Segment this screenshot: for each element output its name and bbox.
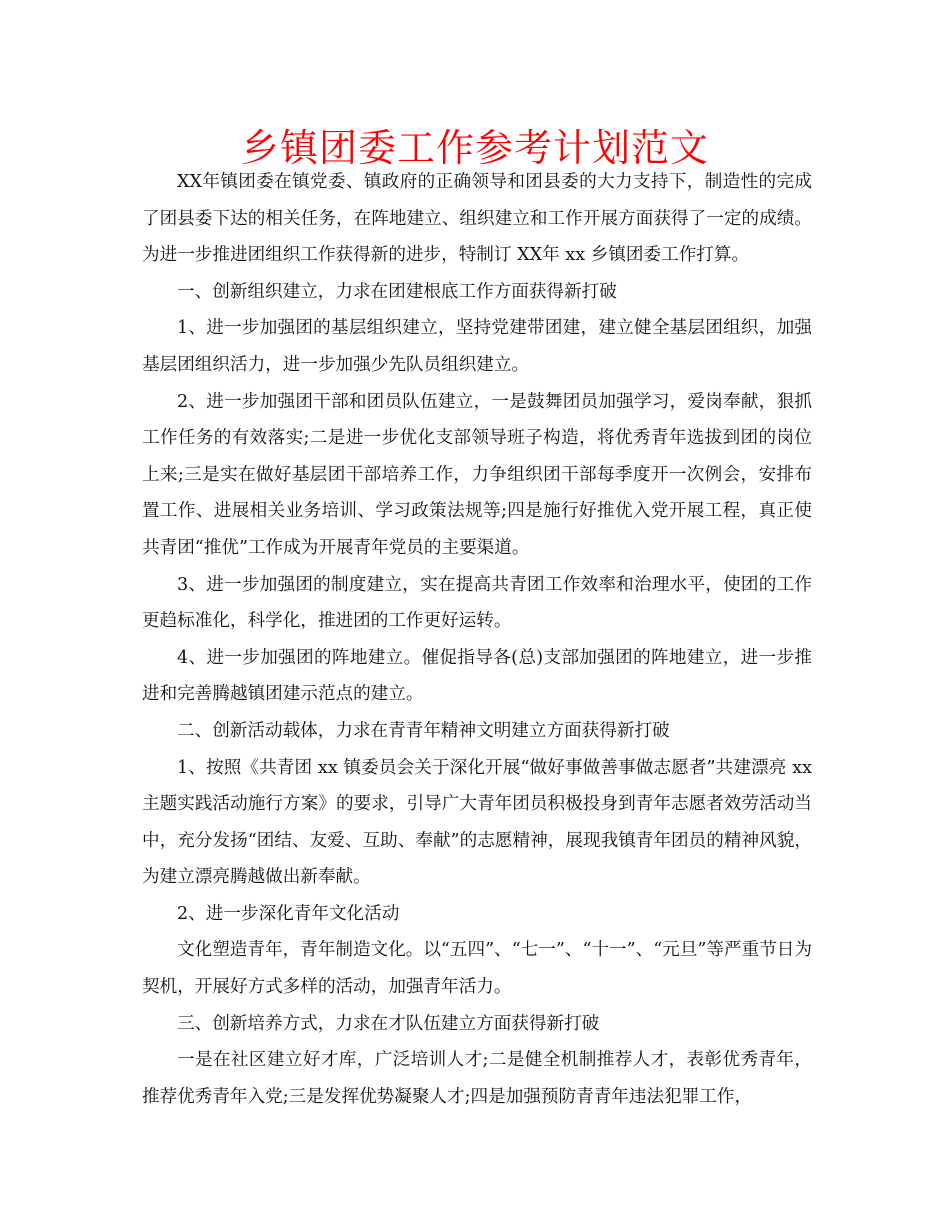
paragraph: XX年镇团委在镇党委、镇政府的正确领导和团县委的大力支持下，制造性的完成了团县委下达的相关任务，在阵地建立、组织建立和工作开展方面获得了一定的成绩。为进一步推进团组织工作获得新的进步，特制订 XX年 xx 乡镇团委工作打算。: [142, 172, 812, 266]
paragraph: 3、进一步加强团的制度建立，实在提高共青团工作效率和治理水平，使团的工作更趋标准化，科学化，推进团的工作更好运转。: [142, 574, 812, 632]
document-title: 乡镇团委工作参考计划范文: [240, 126, 709, 170]
section-heading: 三、创新培养方式，力求在才队伍建立方面获得新打破: [177, 1013, 600, 1034]
paragraph: 2、进一步深化青年文化活动: [177, 903, 400, 924]
document-body: [142, 164, 812, 1115]
paragraph: 4、进一步加强团的阵地建立。催促指导各(总)支部加强团的阵地建立，进一步推进和完善腾越镇团建示范点的建立。: [142, 647, 812, 705]
paragraph: 2、进一步加强团干部和团员队伍建立，一是鼓舞团员加强学习，爱岗奉献，狠抓工作任务的有效落实;二是进一步优化支部领导班子构造，将优秀青年选拔到团的岗位上来;三是实在做好基层团干部培养工作，力争组织团干部每季度开一次例会，安排布置工作、进展相关业务培训、学习政策法规等;四是施行好推优入党开展工程，真正使共青团“推优”工作成为开展青年党员的主要渠道。: [142, 391, 812, 558]
paragraph: 1、按照《共青团 xx 镇委员会关于深化开展“做好事做善事做志愿者”共建漂亮 xx 主题实践活动施行方案》的要求，引导广大青年团员积极投身到青年志愿者效劳活动当中，充分发扬“团结、友爱、互助、奉献”的志愿精神，展现我镇青年团员的精神风貌，为建立漂亮腾越做出新奉献。: [142, 757, 812, 888]
paragraph: 文化塑造青年，青年制造文化。以“五四”、“七一”、“十一”、“元旦”等严重节日为契机，开展好方式多样的活动，加强青年活力。: [142, 940, 812, 998]
section-heading: 一、创新组织建立，力求在团建根底工作方面获得新打破: [177, 281, 617, 302]
paragraph: 一是在社区建立好才库，广泛培训人才;二是健全机制推荐人才，表彰优秀青年，推荐优秀青年入党;三是发挥优势凝聚人才;四是加强预防青青年违法犯罪工作，: [142, 1050, 812, 1107]
section-heading: 二、创新活动载体，力求在青青年精神文明建立方面获得新打破: [177, 720, 670, 741]
paragraph: 1、进一步加强团的基层组织建立，坚持党建带团建，建立健全基层团组织，加强基层团组织活力，进一步加强少先队员组织建立。: [142, 318, 812, 375]
